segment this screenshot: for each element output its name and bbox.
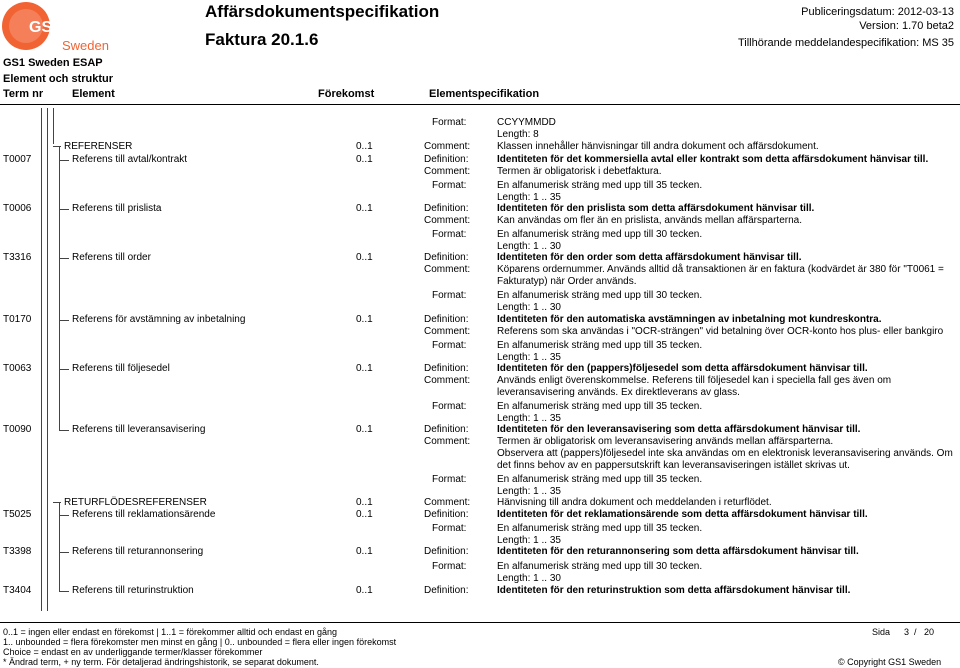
- footer-divider: [0, 622, 960, 623]
- definition-label: Definition:: [424, 509, 469, 520]
- tree-line: [59, 591, 69, 592]
- logo-text: GS1: [29, 19, 62, 36]
- definition-value: Identiteten för den leveransavisering som detta affärsdokument hänvisar till.: [497, 424, 861, 435]
- header-divider: [0, 104, 960, 105]
- format-label: Format:: [432, 117, 467, 128]
- tree-line: [53, 146, 61, 147]
- occurrence: 0..1: [356, 141, 373, 152]
- definition-value: Identiteten för den prislista som detta affärsdokument hänvisar till.: [497, 203, 815, 214]
- document-title: Affärsdokumentspecifikation: [205, 2, 440, 21]
- col-term: Term nr: [3, 88, 44, 100]
- tree-line: [47, 108, 48, 611]
- format-value: En alfanumerisk sträng med upp till 35 tecken.: [497, 340, 703, 351]
- definition-value: Identiteten för det kommersiella avtal eller kontrakt som detta affärsdokument hänvisar till.: [497, 154, 929, 165]
- comment-value: leveransavisering används. Ex direktleverans av glass.: [497, 387, 740, 398]
- logo-country: Sweden: [62, 38, 109, 53]
- element-name: Referens till reklamationsärende: [72, 509, 216, 520]
- definition-label: Definition:: [424, 363, 469, 374]
- term-number: T0170: [3, 314, 32, 325]
- term-number: T0090: [3, 424, 32, 435]
- comment-value: Köparens ordernummer. Används alltid då transaktionen är en faktura (kodvärdet är 380 för "T0061 =: [497, 264, 944, 275]
- copyright: © Copyright GS1 Sweden: [838, 657, 942, 667]
- element-name: Referens till följesedel: [72, 363, 170, 374]
- definition-value: Identiteten för den (pappers)följesedel som detta affärsdokument hänvisar till.: [497, 363, 868, 374]
- comment-label: Comment:: [424, 436, 471, 447]
- col-occurrence: Förekomst: [318, 88, 375, 100]
- comment-label: Comment:: [424, 264, 471, 275]
- page-number: 3: [904, 627, 910, 637]
- comment-value: Termen är obligatorisk i debetfaktura.: [497, 166, 662, 177]
- comment-label: Comment:: [424, 375, 471, 386]
- occurrence: 0..1: [356, 252, 373, 263]
- term-number: T0006: [3, 203, 32, 214]
- format-value: En alfanumerisk sträng med upp till 30 tecken.: [497, 229, 703, 240]
- comment-value: Fakturatyp) när Order används.: [497, 276, 637, 287]
- element-name: Referens till order: [72, 252, 151, 263]
- tree-line: [59, 515, 69, 516]
- definition-label: Definition:: [424, 546, 469, 557]
- definition-value: Identiteten för den order som detta affärsdokument hänvisar till.: [497, 252, 802, 263]
- comment-label: Comment:: [424, 497, 471, 508]
- format-value: En alfanumerisk sträng med upp till 30 tecken.: [497, 290, 703, 301]
- definition-label: Definition:: [424, 314, 469, 325]
- term-number: T3404: [3, 585, 32, 596]
- format-label: Format:: [432, 229, 467, 240]
- gs1-logo: [0, 0, 110, 56]
- element-name: Referens till returinstruktion: [72, 585, 194, 596]
- class-returflodesreferenser: RETURFLÖDESREFERENSER: [64, 497, 207, 508]
- definition-value: Identiteten för den returannonsering som detta affärsdokument hänvisar till.: [497, 546, 859, 557]
- occurrence: 0..1: [356, 497, 373, 508]
- comment-label: Comment:: [424, 141, 471, 152]
- format-value: En alfanumerisk sträng med upp till 35 tecken.: [497, 401, 703, 412]
- page-total: 20: [924, 627, 935, 637]
- occurrence: 0..1: [356, 509, 373, 520]
- definition-label: Definition:: [424, 203, 469, 214]
- format-label: Format:: [432, 340, 467, 351]
- message-spec: Tillhörande meddelandespecifikation: MS 35: [737, 37, 954, 49]
- element-name: Referens till returannonsering: [72, 546, 204, 557]
- tree-line: [53, 108, 54, 144]
- comment-value: det finns behov av en pappersutskrift kan leveransaviseringen istället skrivas ut.: [497, 460, 850, 471]
- comment-value: Klassen innehåller hänvisningar till andra dokument och affärsdokument.: [497, 141, 819, 152]
- col-spec: Elementspecifikation: [429, 88, 540, 100]
- footer-legend-2: 1.. unbounded = flera förekomster men minst en gång | 0.. unbounded = flera eller ingen förekomst: [3, 637, 397, 647]
- comment-value: Används enligt överenskommelse. Referens till följesedel kan i speciella fall ges även om: [497, 375, 892, 386]
- definition-label: Definition:: [424, 154, 469, 165]
- length-value: Length: 1 .. 35: [497, 413, 561, 424]
- comment-label: Comment:: [424, 215, 471, 226]
- element-name: Referens för avstämning av inbetalning: [72, 314, 246, 325]
- format-value: En alfanumerisk sträng med upp till 35 tecken.: [497, 523, 703, 534]
- format-value: En alfanumerisk sträng med upp till 35 tecken.: [497, 474, 703, 485]
- format-label: Format:: [432, 474, 467, 485]
- comment-value: Referens som ska användas i "OCR-strängen" vid betalning över OCR-konto hos plus- eller bankgiro: [497, 326, 944, 337]
- occurrence: 0..1: [356, 424, 373, 435]
- length-value: Length: 1 .. 30: [497, 241, 561, 252]
- occurrence: 0..1: [356, 546, 373, 557]
- term-number: T0007: [3, 154, 32, 165]
- tree-line: [59, 369, 69, 370]
- format-value: En alfanumerisk sträng med upp till 35 tecken.: [497, 180, 703, 191]
- length-value: Length: 1 .. 35: [497, 352, 561, 363]
- page-label: Sida: [872, 627, 891, 637]
- length-value: Length: 1 .. 35: [497, 192, 561, 203]
- element-name: Referens till prislista: [72, 203, 162, 214]
- version: Version: 1.70 beta2: [859, 20, 954, 32]
- term-number: T3398: [3, 546, 32, 557]
- page-separator: /: [914, 627, 917, 637]
- format-label: Format:: [432, 561, 467, 572]
- tree-line: [59, 430, 69, 431]
- footer-legend-3: Choice = endast en av underliggande termer/klasser förekommer: [3, 647, 263, 657]
- comment-value: Hänvisning till andra dokument och meddelanden i returflödet.: [497, 497, 772, 508]
- col-element: Element: [72, 88, 115, 100]
- tree-line: [59, 552, 69, 553]
- length-value: Length: 1 .. 30: [497, 302, 561, 313]
- length-value: Length: 1 .. 35: [497, 486, 561, 497]
- format-value: En alfanumerisk sträng med upp till 30 tecken.: [497, 561, 703, 572]
- tree-line: [59, 209, 69, 210]
- tree-line: [53, 502, 61, 503]
- term-number: T5025: [3, 509, 32, 520]
- footer-legend-4: * Ändrad term, + ny term. För detaljerad ändringshistorik, se separat dokument.: [3, 657, 319, 667]
- format-label: Format:: [432, 401, 467, 412]
- occurrence: 0..1: [356, 314, 373, 325]
- definition-value: Identiteten för den returinstruktion som detta affärsdokument hänvisar till.: [497, 585, 851, 596]
- section-name: Element och struktur: [3, 73, 114, 85]
- definition-label: Definition:: [424, 424, 469, 435]
- tree-line: [41, 108, 42, 611]
- tree-line: [59, 160, 69, 161]
- length-value: Length: 1 .. 30: [497, 573, 561, 584]
- class-referenser: REFERENSER: [64, 141, 133, 152]
- comment-label: Comment:: [424, 166, 471, 177]
- occurrence: 0..1: [356, 363, 373, 374]
- definition-label: Definition:: [424, 585, 469, 596]
- footer-legend-1: 0..1 = ingen eller endast en förekomst | 1..1 = förekommer alltid och endast en gång: [3, 627, 338, 637]
- document-subtitle: Faktura 20.1.6: [205, 30, 319, 49]
- format-label: Format:: [432, 180, 467, 191]
- occurrence: 0..1: [356, 203, 373, 214]
- tree-line: [59, 320, 69, 321]
- org-name: GS1 Sweden ESAP: [3, 57, 103, 69]
- comment-label: Comment:: [424, 326, 471, 337]
- format-label: Format:: [432, 523, 467, 534]
- element-name: Referens till avtal/kontrakt: [72, 154, 188, 165]
- definition-value: Identiteten för den automatiska avstämningen av inbetalning mot kundreskontra.: [497, 314, 882, 325]
- format-value: CCYYMMDD: [497, 117, 556, 128]
- element-name: Referens till leveransavisering: [72, 424, 206, 435]
- term-number: T0063: [3, 363, 32, 374]
- format-label: Format:: [432, 290, 467, 301]
- tree-line: [59, 258, 69, 259]
- comment-value: Kan användas om fler än en prislista, används mellan affärsparterna.: [497, 215, 802, 226]
- comment-value: Observera att (pappers)följesedel inte ska användas om en elektronisk leveransavisering används. Om: [497, 448, 953, 459]
- comment-value: Termen är obligatorisk om leveransavisering används mellan affärsparterna.: [497, 436, 834, 447]
- length-value: Length: 8: [497, 129, 539, 140]
- term-number: T3316: [3, 252, 32, 263]
- occurrence: 0..1: [356, 585, 373, 596]
- length-value: Length: 1 .. 35: [497, 535, 561, 546]
- tree-line: [59, 146, 60, 431]
- definition-label: Definition:: [424, 252, 469, 263]
- occurrence: 0..1: [356, 154, 373, 165]
- publish-date: Publiceringsdatum: 2012-03-13: [801, 6, 954, 18]
- definition-value: Identiteten för det reklamationsärende som detta affärsdokument hänvisar till.: [497, 509, 868, 520]
